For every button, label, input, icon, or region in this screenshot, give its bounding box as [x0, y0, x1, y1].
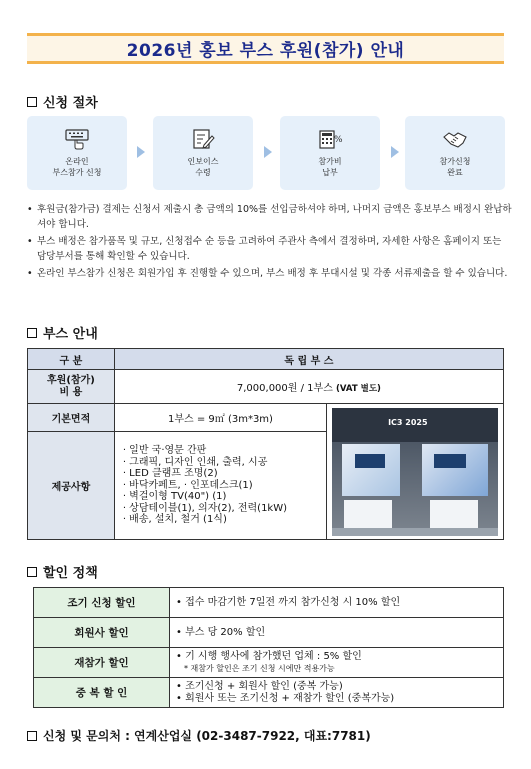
booth-sign-text: IC3 2025 — [388, 417, 428, 427]
booth-table — [27, 348, 504, 540]
step-label: 온라인 부스참가 신청 — [52, 157, 102, 177]
handshake-icon — [442, 128, 468, 150]
provided-items-list — [115, 445, 326, 526]
discount-label: 회원사 할인 — [34, 618, 170, 648]
discount-detail: • 접수 마감기한 7일전 까지 참가신청 시 10% 할인 — [170, 588, 504, 618]
procedure-steps — [27, 116, 505, 190]
discount-label: 중 복 할 인 — [34, 678, 170, 708]
table-row — [34, 648, 504, 678]
discount-detail: • 회원사 또는 조기신청 + 재참가 할인 (중복가능) — [176, 692, 395, 704]
table-row — [34, 618, 504, 648]
list-item: · 상담테이블(1), 의자(2), 전력(1kW) — [122, 502, 288, 514]
row-label: 제공사항 — [28, 432, 115, 540]
section-heading-discount — [27, 562, 98, 581]
list-item: · 벽걸이형 TV(40") (1) — [122, 491, 227, 503]
discount-label: 조기 신청 할인 — [34, 588, 170, 618]
step-label: 참가신청 완료 — [439, 157, 471, 177]
provided-items-cell — [114, 432, 326, 540]
section-heading-procedure — [27, 92, 98, 111]
section-title: 부스 안내 — [43, 327, 98, 342]
step-label: 인보이스 수령 — [187, 157, 219, 177]
invoice-pencil-icon — [190, 128, 216, 150]
discount-detail: • 기 시행 행사에 참가했던 업체 : 5% 할인 — [176, 651, 362, 662]
contact-text: 신청 및 문의처 : 연계산업실 (02-3487-7922, 대표:7781) — [43, 729, 371, 743]
table-row — [34, 588, 504, 618]
section-title: 신청 절차 — [43, 96, 98, 111]
step-invoice — [153, 116, 253, 190]
list-item: · 바닥카페트, · 인포데스크(1) — [122, 479, 253, 491]
table-row — [28, 404, 504, 432]
section-title: 할인 정책 — [43, 566, 98, 581]
header-cell: 독 립 부 스 — [114, 349, 503, 370]
checkbox-square-icon — [27, 731, 37, 741]
arrow-right-icon — [264, 146, 272, 158]
vat-note: (VAT 별도) — [336, 384, 381, 394]
discount-subnote: * 재참가 할인은 조기 신청 시에만 적용가능 — [184, 663, 335, 673]
discount-table — [33, 587, 504, 708]
list-item: · 배송, 설치, 철거 (1식) — [122, 514, 227, 526]
row-label: 후원(참가) 비 용 — [28, 370, 115, 404]
procedure-notes — [27, 202, 512, 283]
contact-line — [27, 727, 371, 744]
table-row — [34, 678, 504, 708]
step-payment — [280, 116, 380, 190]
booth-photo-cell — [327, 404, 504, 540]
fee-cell — [114, 370, 503, 404]
discount-detail-cell — [170, 648, 504, 678]
page-title: 2026년 홍보 부스 후원(참가) 안내 — [126, 41, 405, 61]
area-value: 1부스 = 9㎡ (3m*3m) — [114, 404, 326, 432]
discount-label: 재참가 할인 — [34, 648, 170, 678]
step-complete — [405, 116, 505, 190]
note-item: • 후원금(참가금) 결제는 신청서 제출시 총 금액의 10%를 선입금하셔야 하며, 나머지 금액은 홍보부스 배정시 완납하셔야 합니다. — [27, 202, 512, 232]
arrow-right-icon — [391, 146, 399, 158]
page-title-banner — [27, 33, 504, 64]
header-cell: 구 분 — [28, 349, 115, 370]
svg-text:%: % — [334, 135, 343, 145]
row-label: 기본면적 — [28, 404, 115, 432]
arrow-right-icon — [137, 146, 145, 158]
checkbox-square-icon — [27, 328, 37, 338]
booth-photo — [332, 408, 498, 536]
keyboard-hand-icon — [64, 128, 90, 150]
calculator-percent-icon — [317, 128, 343, 150]
list-item: · 그래픽, 디자인 인쇄, 출력, 시공 — [122, 456, 268, 468]
checkbox-square-icon — [27, 567, 37, 577]
step-label: 참가비 납부 — [318, 157, 342, 177]
step-online-apply — [27, 116, 127, 190]
list-item: · LED 클램프 조명(2) — [122, 468, 218, 480]
fee-value: 7,000,000원 / 1부스 — [236, 383, 333, 394]
discount-detail: • 부스 당 20% 할인 — [170, 618, 504, 648]
table-row — [28, 349, 504, 370]
checkbox-square-icon — [27, 97, 37, 107]
discount-detail: • 조기신청 + 회원사 할인 (중복 가능) — [176, 681, 343, 692]
discount-detail-cell — [170, 678, 504, 708]
section-heading-booth — [27, 323, 98, 342]
note-item: • 온라인 부스참가 신청은 회원가입 후 진행할 수 있으며, 부스 배정 후 부대시설 및 각종 서류제출을 할 수 있습니다. — [27, 266, 512, 281]
note-item: • 부스 배정은 참가품목 및 규모, 신청접수 순 등을 고려하여 주관사 측에서 결정하며, 자세한 사항은 홈페이지 또는 담당부서를 통해 확인할 수 있습니다. — [27, 234, 512, 264]
list-item: · 일반 국·영문 간판 — [122, 445, 207, 457]
table-row — [28, 370, 504, 404]
